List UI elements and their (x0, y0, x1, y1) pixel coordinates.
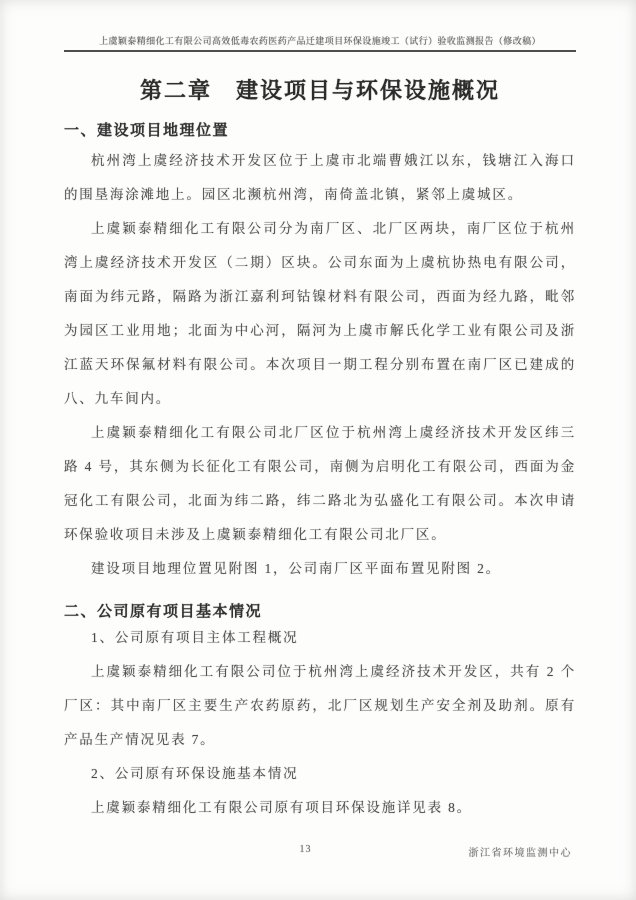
sub-item-1-label: 1、公司原有项目主体工程概况 (91, 630, 299, 645)
paragraph-existing-env-facilities: 上虞颖泰精细化工有限公司原有项目环保设施详见表 8。 (91, 800, 472, 815)
page-footer (64, 844, 576, 858)
sub-item-2-label: 2、公司原有环保设施基本情况 (91, 766, 299, 781)
section-heading-existing-project: 二、公司原有项目基本情况 (64, 602, 263, 620)
running-header-text: 上虞颖泰精细化工有限公司高效低毒农药医药产品迁建项目环保设施竣工（试行）验收监测报告（修改稿） (99, 36, 541, 46)
paragraph-existing-main-works: 上虞颖泰精细化工有限公司位于杭州湾上虞经济技术开发区，共有 2 个厂区：其中南厂区主要生产农药原药，北厂区规划生产安全剂及助剂。原有产品生产情况见表 7。 (64, 664, 576, 747)
chapter-title: 第二章 建设项目与环保设施概况 (139, 79, 500, 104)
paragraph-location-overview: 杭州湾上虞经济技术开发区位于上虞市北端曹娥江以东，钱塘江入海口的围垦海涂滩地上。园区北濒杭州湾，南倚盖北镇，紧邻上虞城区。 (64, 153, 576, 202)
paragraph-map-reference: 建设项目地理位置见附图 1，公司南厂区平面布置见附图 2。 (91, 561, 501, 576)
page-number: 13 (299, 844, 312, 855)
running-header (64, 34, 576, 52)
paragraph-north-plant: 上虞颖泰精细化工有限公司北厂区位于杭州湾上虞经济技术开发区纬三路 4 号，其东侧为长征化工有限公司，南侧为启明化工有限公司，西面为金冠化工有限公司，北面为纬二路，纬二路北为弘盛化工有限公司。本次申请环保验收项目未涉及上虞颖泰精细化工有限公司北厂区。 (64, 425, 576, 542)
footer-organization: 浙江省环境监测中心 (468, 848, 572, 859)
section-heading-location: 一、建设项目地理位置 (64, 121, 230, 139)
paragraph-south-plant: 上虞颖泰精细化工有限公司分为南厂区、北厂区两块，南厂区位于杭州湾上虞经济技术开发区（二期）区块。公司东面为上虞杭协热电有限公司，南面为纬元路，隔路为浙江嘉利珂钴镍材料有限公司，西面为经九路，毗邻为园区工业用地；北面为中心河，隔河为上虞市解氏化学工业有限公司及浙江蓝天环保氟材料有限公司。本次项目一期工程分别布置在南厂区已建成的八、九车间内。 (64, 221, 576, 406)
